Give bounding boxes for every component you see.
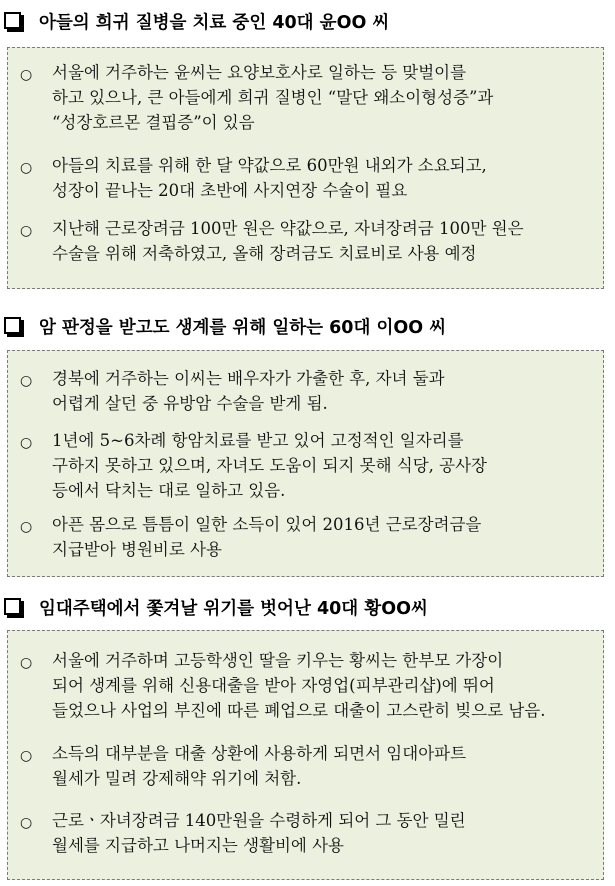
item-line: 성장이 끝나는 20대 초반에 사지연장 수술이 필요 xyxy=(52,181,408,200)
section-title: 아들의 희귀 질병을 치료 중인 40대 윤OO 씨 xyxy=(39,12,390,33)
item-line: 서울에 거주하며 고등학생인 딸을 키우는 황씨는 한부모 가장이 xyxy=(52,651,504,670)
bullet-icon: ○ xyxy=(20,223,33,239)
section-title: 임대주택에서 쫓겨날 위기를 벗어난 40대 황OO씨 xyxy=(39,598,428,619)
bullet-icon: ○ xyxy=(20,435,33,451)
item-line: 소득의 대부분을 대출 상환에 사용하게 되면서 임대아파트 xyxy=(52,744,467,763)
bullet-icon: ○ xyxy=(20,815,33,831)
item-line: 등에서 닥치는 대로 일하고 있음. xyxy=(52,481,286,500)
item-line: 근로ㆍ자녀장려금 140만원을 수령하게 되어 그 동안 밀린 xyxy=(52,811,466,830)
item-line: 되어 생계를 위해 신용대출을 받아 자영업(피부관리샵)에 뛰어 xyxy=(52,676,495,695)
section-content-box xyxy=(7,47,604,289)
bullet-icon: ○ xyxy=(20,67,33,83)
checkbox-icon xyxy=(4,12,21,29)
section-heading xyxy=(4,592,428,622)
section-content-box xyxy=(7,630,604,880)
item-line: 월세를 지급하고 나머지는 생활비에 사용 xyxy=(52,836,344,855)
bullet-icon: ○ xyxy=(20,160,33,176)
item-line: 1년에 5~6차례 항암치료를 받고 있어 고정적인 일자리를 xyxy=(52,431,464,450)
item-line: 어렵게 살던 중 유방암 수술을 받게 됨. xyxy=(52,394,328,413)
item-line: 아들의 치료를 위해 한 달 약값으로 60만원 내외가 소요되고, xyxy=(52,156,487,175)
item-line: 경북에 거주하는 이씨는 배우자가 가출한 후, 자녀 둘과 xyxy=(52,369,445,388)
item-line: 지급받아 병원비로 사용 xyxy=(52,540,222,559)
section-heading xyxy=(4,311,446,341)
bullet-icon: ○ xyxy=(20,748,33,764)
section-heading xyxy=(4,6,389,36)
item-line: 서울에 거주하는 윤씨는 요양보호사로 일하는 등 맞벌이를 xyxy=(52,63,467,82)
item-line: 수술을 위해 저축하였고, 올해 장려금도 치료비로 사용 예정 xyxy=(52,244,477,263)
item-line: 지난해 근로장려금 100만 원은 약값으로, 자녀장려금 100만 원은 xyxy=(52,219,524,238)
bullet-icon: ○ xyxy=(20,655,33,671)
item-line: 월세가 밀려 강제해약 위기에 처함. xyxy=(52,769,302,788)
item-line: “성장호르몬 결핍증”이 있음 xyxy=(52,113,255,132)
checkbox-icon xyxy=(4,598,21,615)
section-title: 암 판정을 받고도 생계를 위해 일하는 60대 이OO 씨 xyxy=(39,317,447,338)
bullet-icon: ○ xyxy=(20,373,33,389)
section-content-box xyxy=(7,350,604,577)
item-line: 하고 있으나, 큰 아들에게 희귀 질병인 “말단 왜소이형성증”과 xyxy=(52,88,494,107)
item-line: 들었으나 사업의 부진에 따른 폐업으로 대출이 고스란히 빚으로 남음. xyxy=(52,701,546,720)
item-line: 아픈 몸으로 틈틈이 일한 소득이 있어 2016년 근로장려금을 xyxy=(52,515,482,534)
checkbox-icon xyxy=(4,317,21,334)
item-line: 구하지 못하고 있으며, 자녀도 도움이 되지 못해 식당, 공사장 xyxy=(52,456,487,475)
bullet-icon: ○ xyxy=(20,519,33,535)
